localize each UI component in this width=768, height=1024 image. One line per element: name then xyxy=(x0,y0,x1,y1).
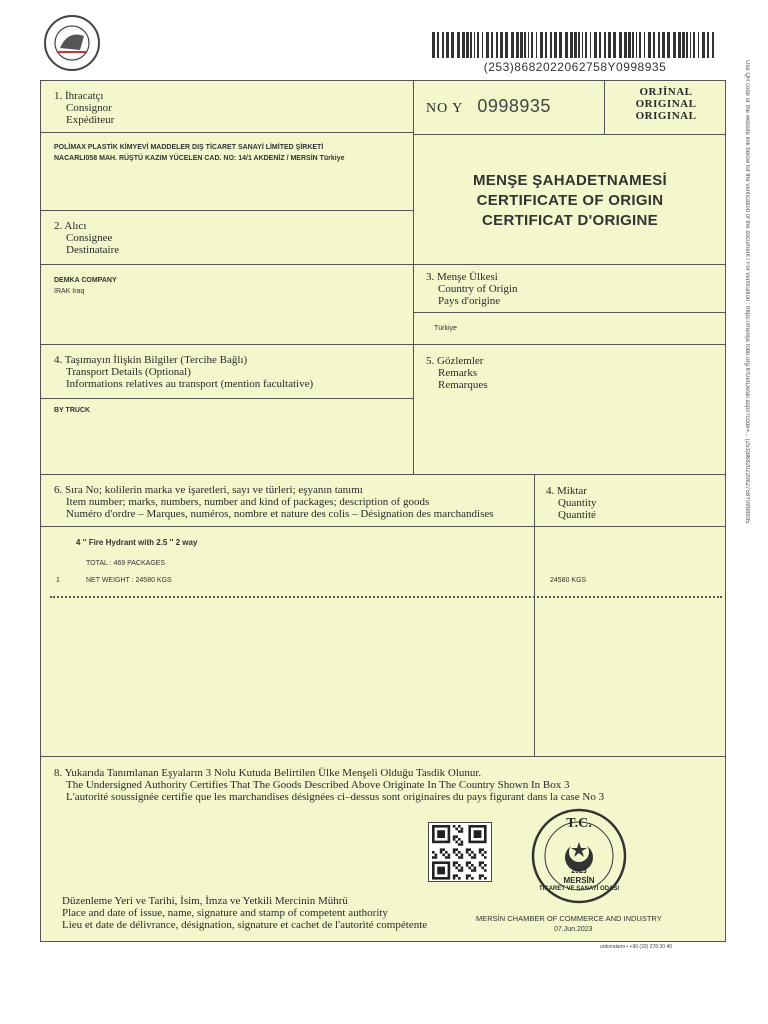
seal-year: 2023 xyxy=(571,868,587,875)
box3-title: 3. Menşe Ülkesi xyxy=(426,271,498,283)
original-en: ORIGINAL xyxy=(635,98,697,110)
item-net-weight: NET WEIGHT : 24580 KGS xyxy=(86,577,172,584)
original-fr: ORIGINAL xyxy=(635,110,697,122)
place-date-en: Place and date of issue, name, signature and stamp of competent authority xyxy=(62,907,388,919)
box8-en: The Undersigned Authority Certifies That The Goods Described Above Originate In The Country Shown In Box 3 xyxy=(66,779,570,791)
box5-label-en: Remarks xyxy=(438,367,478,379)
certificate-number xyxy=(426,96,551,117)
number-prefix: NO Y xyxy=(426,101,464,116)
seal-center-text: T.C. xyxy=(566,816,592,831)
quantity-title: 4. Miktar xyxy=(546,485,587,497)
consignee-country: IRAK Iraq xyxy=(54,288,85,295)
box4-title: 4. Taşımayın İlişkin Bilgiler (Tercihe Bağlı) xyxy=(54,354,248,366)
barcode xyxy=(432,32,714,62)
box3-label-en: Country of Origin xyxy=(438,283,518,295)
issue-date: 07.Jun.2023 xyxy=(554,926,593,933)
country-of-origin-value: Türkiye xyxy=(434,325,457,332)
chamber-seal xyxy=(525,806,633,906)
box4-label-en: Transport Details (Optional) xyxy=(66,366,191,378)
box1-label-en: Consignor xyxy=(66,102,112,114)
box1-title: 1. İhracatçı xyxy=(54,90,104,102)
place-date-fr: Lieu et date de délivrance, désignation, signature et cachet de l'autorité compétente xyxy=(62,919,428,931)
original-marks xyxy=(612,86,720,122)
place-date-tr: Düzenleme Yeri ve Tarihi, İsim, İmza ve Yetkili Mercinin Mührü xyxy=(62,895,348,907)
cert-title-fr: CERTIFICAT D'ORIGINE xyxy=(482,212,658,229)
qr-code xyxy=(428,822,492,882)
cert-title-tr: MENŞE ŞAHADETNAMESİ xyxy=(472,172,668,189)
quantity-value: 24580 KGS xyxy=(550,577,587,584)
box1-label-fr: Expéditeur xyxy=(66,114,115,126)
box6-label-en: Item number; marks, numbers, number and kind of packages; description of goods xyxy=(66,496,430,508)
consignor-name: POLİMAX PLASTİK KİMYEVİ MADDELER DIŞ TİCARET SANAYİ LİMİTED ŞİRKETİ xyxy=(54,144,324,151)
quantity-label-en: Quantity xyxy=(558,497,597,509)
box4-label-fr: Informations relatives au transport (mention facultative) xyxy=(66,378,314,390)
item-total-packages: TOTAL : 469 PACKAGES xyxy=(86,560,166,567)
dotted-separator xyxy=(50,596,722,598)
box6-label-fr: Numéro d'ordre – Marques, numéros, nombre et nature des colis – Désignation des marchandises xyxy=(66,508,494,520)
quantity-label-fr: Quantité xyxy=(558,509,596,521)
box5-label-fr: Remarques xyxy=(438,379,488,391)
box8-fr: L'autorité soussignée certifie que les marchandises désignées ci–dessus sont originaires du pays figurant dans la case No 3 xyxy=(66,791,605,803)
box2-title: 2. Alıcı xyxy=(54,220,87,232)
box2-label-fr: Destinataire xyxy=(66,244,120,256)
consignee-name: DEMKA COMPANY xyxy=(54,277,117,284)
consignor-address: NACARLI058 MAH. RÜŞTÜ KAZIM YÜCELEN CAD. NO: 14/1 AKDENİZ / MERSİN Türkiye xyxy=(54,155,345,162)
box2-label-en: Consignee xyxy=(66,232,113,244)
box8-tr: 8. Yukarıda Tanımlanan Eşyaların 3 Nolu Kutuda Belirtilen Ülke Menşeli Olduğu Tasdik Olunur. xyxy=(54,767,482,779)
box5-title: 5. Gözlemler xyxy=(426,355,484,367)
box3-label-fr: Pays d'origine xyxy=(438,295,501,307)
item-number: 1 xyxy=(56,577,60,584)
footer-small-print: unboralamı • +90 (32) 278 30 40 xyxy=(600,944,672,950)
box6-title: 6. Sıra No; kolilerin marka ve işaretleri, sayı ve türleri; eşyanın tanımı xyxy=(54,484,363,496)
seal-ring-text: TİCARET VE SANAYİ ODASI xyxy=(538,886,620,892)
cert-title-en: CERTIFICATE OF ORIGIN xyxy=(476,192,664,209)
number-value: 0998935 xyxy=(477,96,551,116)
item-description: 4 '' Fire Hydrant with 2.5 '' 2 way xyxy=(76,538,198,547)
tobb-logo xyxy=(40,14,104,72)
seal-city: MERSİN xyxy=(563,876,595,885)
transport-value: BY TRUCK xyxy=(54,407,91,414)
original-tr: ORJİNAL xyxy=(639,86,693,98)
barcode-text: (253)8682022062758Y0998935 xyxy=(483,60,667,74)
issuing-authority: MERSİN CHAMBER OF COMMERCE AND INDUSTRY xyxy=(476,914,662,923)
verification-side-note: Use QR code or the website link below for the verification of the document / For verification : https://menşe.tobb.org.tr/GetDetail.aspx?code=... (253)8682022062758Y0998935 xyxy=(744,60,750,524)
